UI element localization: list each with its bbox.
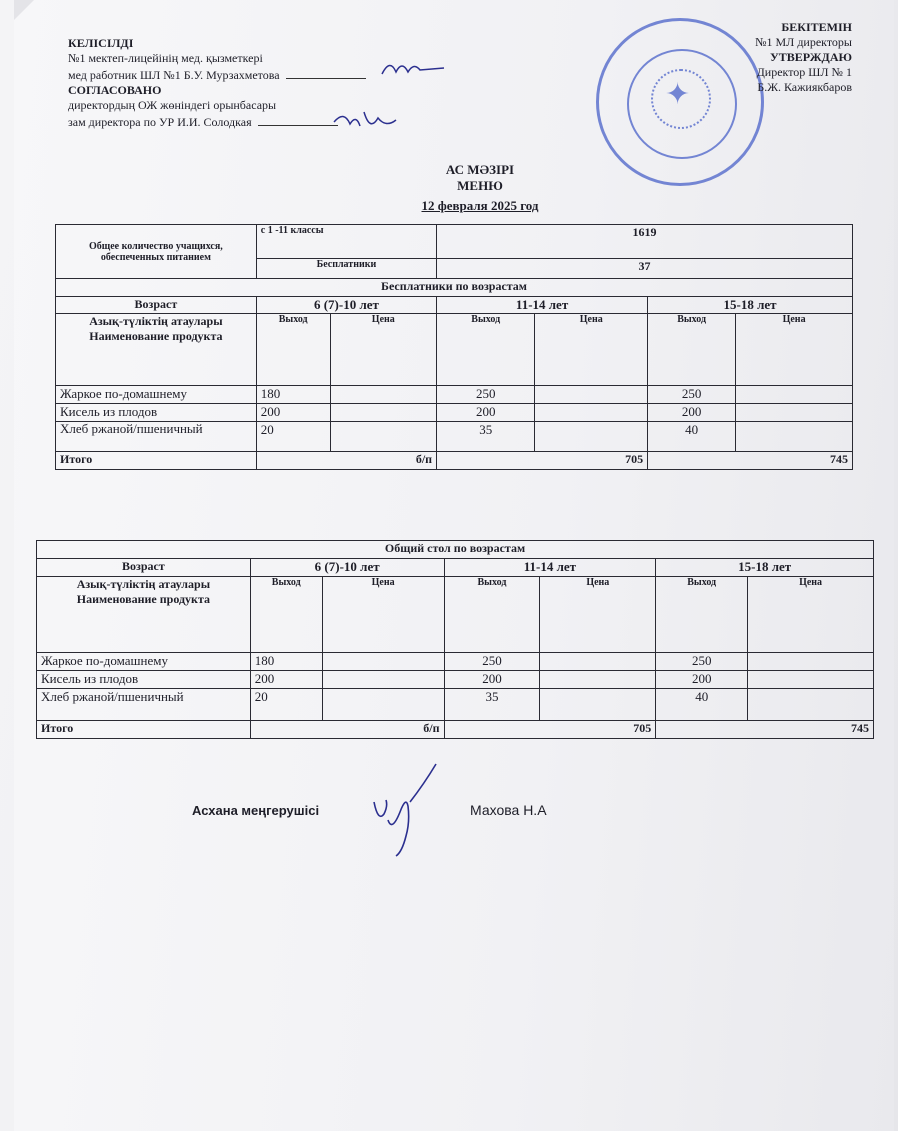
price-cell — [322, 653, 444, 671]
total-group-1: б/п — [250, 721, 444, 739]
product-label-ru: Наименование продукта — [89, 329, 223, 343]
age-group-2: 11-14 лет — [437, 297, 648, 314]
out-value: 200 — [656, 671, 748, 689]
out-value: 200 — [250, 671, 322, 689]
agreed-line2 — [68, 66, 366, 83]
price-cell — [330, 404, 437, 422]
menu-title-ru: МЕНЮ — [457, 178, 503, 193]
age-label: Возраст — [56, 297, 257, 314]
free-value: 37 — [437, 259, 853, 279]
age-label: Возраст — [37, 559, 251, 577]
signature-line — [258, 113, 338, 126]
general-table — [36, 540, 874, 739]
table-row — [56, 452, 853, 470]
price-cell — [540, 671, 656, 689]
col-out: Выход — [648, 314, 736, 386]
out-value: 250 — [656, 653, 748, 671]
out-value: 200 — [648, 404, 736, 422]
col-out: Выход — [256, 314, 330, 386]
out-value: 200 — [437, 404, 535, 422]
table-row — [37, 689, 874, 721]
canteen-head-label: Асхана меңгерушісі — [192, 803, 320, 818]
age-group-3: 15-18 лет — [648, 297, 853, 314]
menu-date: 12 февраля 2025 год — [421, 198, 539, 213]
table-row — [37, 653, 874, 671]
out-value: 40 — [656, 689, 748, 721]
price-cell — [330, 386, 437, 404]
price-cell — [736, 386, 853, 404]
age-group-1: 6 (7)-10 лет — [256, 297, 436, 314]
table-row — [37, 671, 874, 689]
product-header — [56, 314, 257, 386]
coord-line2 — [68, 113, 366, 130]
product-name: Жаркое по-домашнему — [56, 386, 257, 404]
price-cell — [535, 404, 648, 422]
out-value: 35 — [444, 689, 540, 721]
approve-kz: БЕКІТЕМІН — [781, 20, 852, 34]
signature-line — [286, 66, 366, 79]
out-value: 250 — [437, 386, 535, 404]
price-cell — [330, 422, 437, 452]
folded-corner — [14, 0, 34, 20]
age-group-1: 6 (7)-10 лет — [250, 559, 444, 577]
col-price: Цена — [322, 577, 444, 653]
table-row — [56, 404, 853, 422]
total-group-2: 705 — [444, 721, 656, 739]
total-group-3: 745 — [656, 721, 874, 739]
product-name: Жаркое по-домашнему — [37, 653, 251, 671]
price-cell — [535, 386, 648, 404]
table-row — [56, 314, 853, 386]
price-cell — [322, 671, 444, 689]
table-row — [56, 386, 853, 404]
price-cell — [736, 422, 853, 452]
section-title: Бесплатники по возрастам — [56, 279, 853, 297]
out-value: 20 — [250, 689, 322, 721]
product-name: Хлеб ржаной/пшеничный — [56, 422, 257, 452]
out-value: 250 — [444, 653, 540, 671]
total-students-label: Общее количество учащихся, обеспеченных питанием — [56, 225, 257, 279]
product-label-kz: Азық-түліктің атаулары — [76, 577, 211, 591]
total-row-label: Итого — [37, 721, 251, 739]
table-row — [56, 279, 853, 297]
age-group-2: 11-14 лет — [444, 559, 656, 577]
table-row — [37, 721, 874, 739]
product-name: Кисель из плодов — [37, 671, 251, 689]
col-price: Цена — [330, 314, 437, 386]
col-price: Цена — [540, 577, 656, 653]
col-out: Выход — [444, 577, 540, 653]
col-price: Цена — [748, 577, 874, 653]
classes-value: 1619 — [437, 225, 853, 259]
classes-label: с 1 -11 классы — [256, 225, 436, 259]
total-row-label: Итого — [56, 452, 257, 470]
product-name: Хлеб ржаной/пшеничный — [37, 689, 251, 721]
out-value: 180 — [256, 386, 330, 404]
col-price: Цена — [535, 314, 648, 386]
approve-line2: Директор ШЛ № 1 — [756, 65, 852, 79]
approve-line1: №1 МЛ директоры — [755, 35, 852, 49]
table-row — [37, 559, 874, 577]
menu-title-kz: АС МӘЗІРІ — [445, 162, 515, 177]
official-seal — [596, 18, 764, 186]
price-cell — [540, 689, 656, 721]
agreed-line2-text: мед работник ШЛ №1 Б.У. Мурзахметова — [68, 68, 280, 82]
product-name: Кисель из плодов — [56, 404, 257, 422]
section-title: Общий стол по возрастам — [37, 541, 874, 559]
price-cell — [748, 689, 874, 721]
price-cell — [322, 689, 444, 721]
canteen-head-name: Махова Н.А — [470, 802, 547, 818]
out-value: 40 — [648, 422, 736, 452]
approve-ru: УТВЕРЖДАЮ — [769, 50, 852, 64]
coord-title: СОГЛАСОВАНО — [68, 83, 162, 97]
free-meals-table — [55, 224, 853, 470]
price-cell — [748, 671, 874, 689]
agreed-line1: №1 мектеп-лицейінің мед. қызметкері — [68, 51, 263, 65]
seal-star-icon: ✦ — [665, 78, 691, 111]
table-row — [37, 541, 874, 559]
out-value: 35 — [437, 422, 535, 452]
out-value: 20 — [256, 422, 330, 452]
approve-line3: Б.Ж. Кажиякбаров — [757, 80, 852, 94]
coord-line2-text: зам директора по УР И.И. Солодкая — [68, 115, 252, 129]
col-out: Выход — [250, 577, 322, 653]
age-group-3: 15-18 лет — [656, 559, 874, 577]
total-group-2: 705 — [437, 452, 648, 470]
deputy-signature — [330, 108, 400, 136]
approve-block — [755, 20, 852, 95]
total-group-3: 745 — [648, 452, 853, 470]
col-out: Выход — [656, 577, 748, 653]
agreed-title: КЕЛІСІЛДІ — [68, 36, 134, 50]
medic-signature — [380, 54, 450, 82]
price-cell — [540, 653, 656, 671]
out-value: 200 — [444, 671, 540, 689]
coord-line1: директордың ОЖ жөніндегі орынбасары — [68, 98, 277, 112]
free-label: Бесплатники — [256, 259, 436, 279]
col-price: Цена — [736, 314, 853, 386]
total-group-1: б/п — [256, 452, 436, 470]
out-value: 200 — [256, 404, 330, 422]
agreed-block — [68, 36, 366, 130]
table-row — [37, 577, 874, 653]
col-out: Выход — [437, 314, 535, 386]
price-cell — [535, 422, 648, 452]
out-value: 250 — [648, 386, 736, 404]
product-label-ru: Наименование продукта — [76, 592, 211, 606]
price-cell — [736, 404, 853, 422]
table-row — [56, 422, 853, 452]
table-row — [56, 225, 853, 259]
price-cell — [748, 653, 874, 671]
product-header — [37, 577, 251, 653]
out-value: 180 — [250, 653, 322, 671]
table-row — [56, 297, 853, 314]
product-label-kz: Азық-түліктің атаулары — [89, 314, 223, 328]
canteen-head-signature — [366, 762, 446, 862]
